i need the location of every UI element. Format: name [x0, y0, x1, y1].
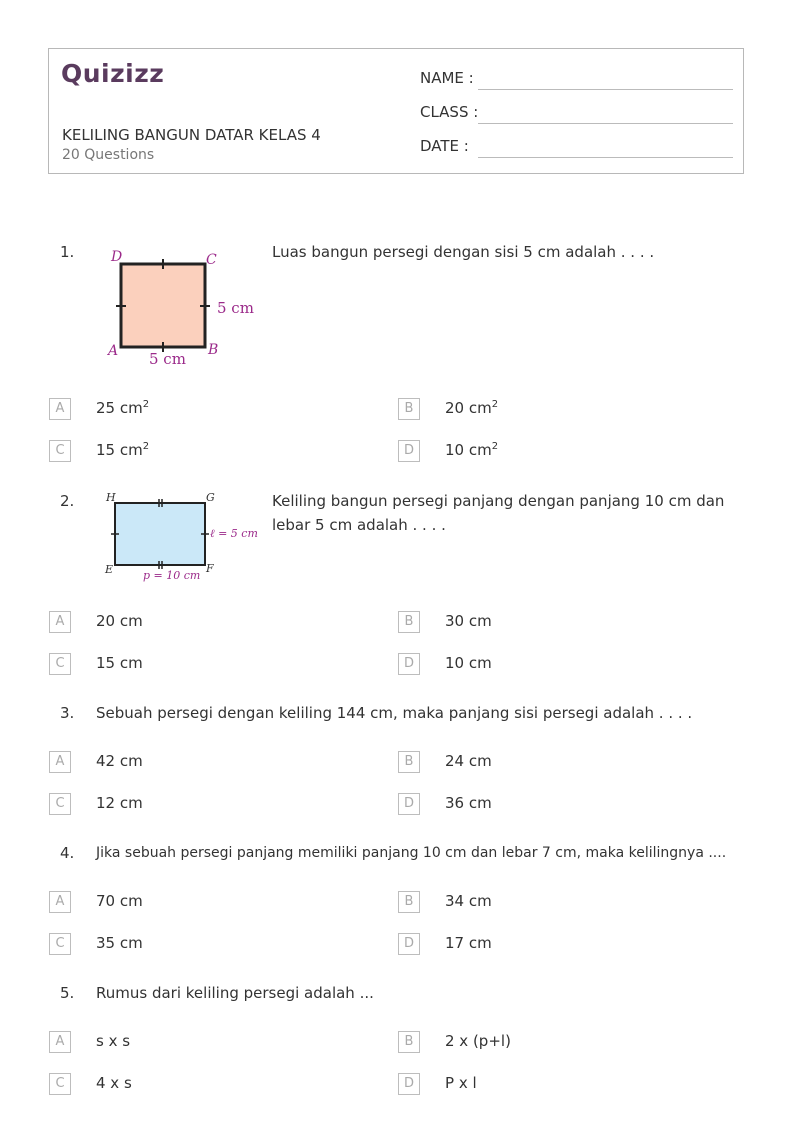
option-letter-b[interactable]: B: [398, 398, 420, 420]
option-text-a[interactable]: 42 cm: [96, 752, 143, 770]
option-text-d[interactable]: 10 $cm^2$: [445, 441, 499, 459]
question-text: Jika sebuah persegi panjang memiliki panjang 10 cm dan lebar 7 cm, maka kelilingnya ....: [96, 845, 727, 861]
question-count: 20 Questions: [62, 147, 155, 163]
option-text-b[interactable]: 24 cm: [445, 752, 492, 770]
option-letter-c[interactable]: C: [49, 933, 71, 955]
option-letter-a[interactable]: A: [49, 891, 71, 913]
worksheet-title: KELILING BANGUN DATAR KELAS 4: [62, 126, 321, 144]
worksheet-header: [48, 48, 744, 174]
side-label-right: ℓ = 5 cm: [210, 527, 258, 540]
option-text-a[interactable]: 70 cm: [96, 892, 143, 910]
vertex-label-d: D: [111, 249, 123, 265]
option-text-c[interactable]: 12 cm: [96, 794, 143, 812]
option-text-d[interactable]: P x l: [445, 1074, 477, 1092]
square-figure: [104, 244, 256, 372]
option-letter-d[interactable]: D: [398, 793, 420, 815]
option-text-c[interactable]: 15 cm: [96, 654, 143, 672]
square-shape: [121, 264, 205, 347]
vertex-label-g: G: [206, 491, 215, 504]
quizizz-logo: Quizizz: [61, 59, 165, 88]
option-letter-b[interactable]: B: [398, 611, 420, 633]
question-number: 3.: [60, 704, 75, 722]
vertex-label-b: B: [208, 342, 219, 358]
option-letter-a[interactable]: A: [49, 751, 71, 773]
rectangle-figure: [100, 488, 260, 588]
vertex-label-a: A: [108, 343, 119, 359]
question-text: Rumus dari keliling persegi adalah ...: [96, 984, 374, 1002]
option-text-b[interactable]: 34 cm: [445, 892, 492, 910]
option-letter-c[interactable]: C: [49, 440, 71, 462]
question-number: 5.: [60, 984, 75, 1002]
rectangle-shape: [115, 503, 205, 565]
option-text-a[interactable]: 25 $cm^2$: [96, 399, 150, 417]
option-letter-a[interactable]: A: [49, 1031, 71, 1053]
option-letter-a[interactable]: A: [49, 611, 71, 633]
option-text-c[interactable]: 35 cm: [96, 934, 143, 952]
option-letter-b[interactable]: B: [398, 751, 420, 773]
question-number: 2.: [60, 492, 75, 510]
option-letter-d[interactable]: D: [398, 440, 420, 462]
option-text-a[interactable]: 20 cm: [96, 612, 143, 630]
option-letter-d[interactable]: D: [398, 653, 420, 675]
option-letter-b[interactable]: B: [398, 891, 420, 913]
side-label-right: 5 cm: [217, 299, 254, 317]
vertex-label-c: C: [206, 252, 217, 268]
option-letter-d[interactable]: D: [398, 1073, 420, 1095]
option-text-d[interactable]: 17 cm: [445, 934, 492, 952]
option-letter-c[interactable]: C: [49, 1073, 71, 1095]
question-number: 1.: [60, 243, 75, 261]
vertex-label-h: H: [106, 491, 116, 504]
side-label-bottom: p = 10 cm: [143, 569, 201, 582]
option-letter-a[interactable]: A: [49, 398, 71, 420]
option-text-b[interactable]: 30 cm: [445, 612, 492, 630]
option-text-c[interactable]: 4 x s: [96, 1074, 132, 1092]
option-letter-c[interactable]: C: [49, 793, 71, 815]
option-text-b[interactable]: 20 $cm^2$: [445, 399, 499, 417]
class-label: CLASS :: [420, 103, 479, 121]
name-label: NAME :: [420, 69, 474, 87]
name-line[interactable]: [478, 89, 733, 90]
option-letter-c[interactable]: C: [49, 653, 71, 675]
option-text-a[interactable]: s x s: [96, 1032, 131, 1050]
question-text: Keliling bangun persegi panjang dengan panjang 10 cm dan lebar 5 cm adalah . . . .: [272, 492, 725, 534]
option-letter-d[interactable]: D: [398, 933, 420, 955]
option-text-d[interactable]: 36 cm: [445, 794, 492, 812]
question-text: Sebuah persegi dengan keliling 144 cm, maka panjang sisi persegi adalah . . . .: [96, 704, 693, 722]
option-letter-b[interactable]: B: [398, 1031, 420, 1053]
vertex-label-f: F: [206, 562, 214, 575]
option-text-c[interactable]: 15 $cm^2$: [96, 441, 150, 459]
question-number: 4.: [60, 844, 75, 862]
vertex-label-e: E: [105, 563, 114, 576]
option-text-d[interactable]: 10 cm: [445, 654, 492, 672]
question-text: Luas bangun persegi dengan sisi 5 cm adalah . . . .: [272, 243, 655, 261]
option-text-b[interactable]: 2 x (p+l): [445, 1032, 511, 1050]
date-label: DATE :: [420, 137, 469, 155]
class-line[interactable]: [478, 123, 733, 124]
date-line[interactable]: [478, 157, 733, 158]
side-label-bottom: 5 cm: [149, 350, 186, 368]
